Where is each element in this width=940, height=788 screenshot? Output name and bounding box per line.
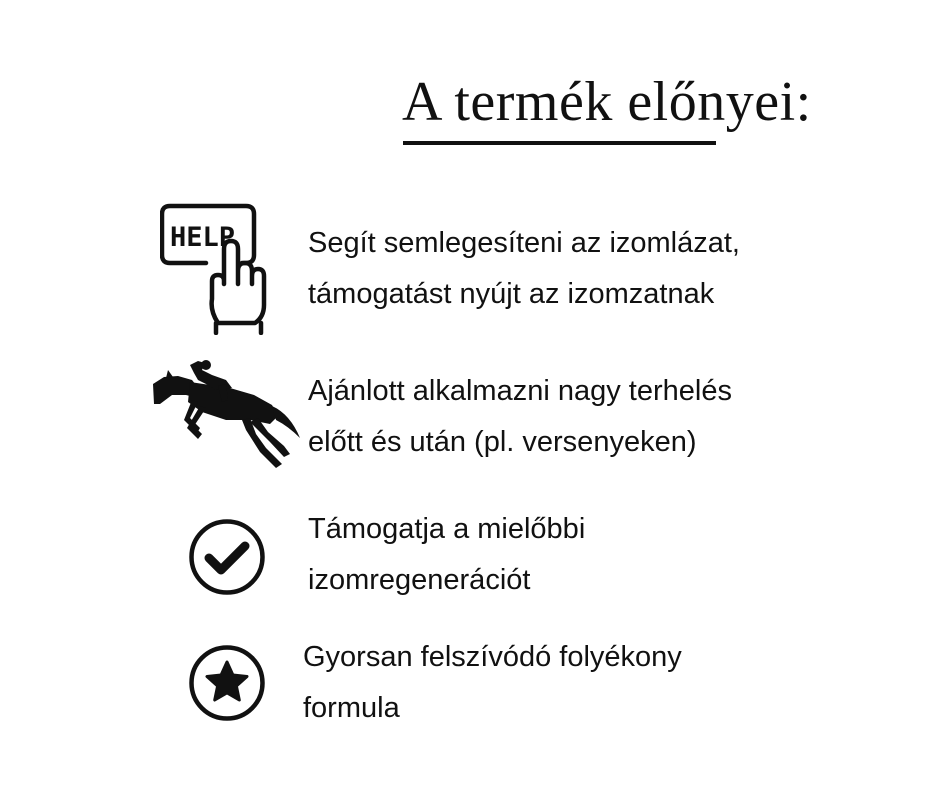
benefit-line: Ajánlott alkalmazni nagy terhelés xyxy=(308,375,732,407)
benefit-line: előtt és után (pl. versenyeken) xyxy=(308,426,697,458)
benefit-line: izomregenerációt xyxy=(308,564,531,596)
title-underline xyxy=(403,141,716,145)
benefit-line: támogatást nyújt az izomzatnak xyxy=(308,278,715,310)
check-circle-icon xyxy=(187,517,267,597)
benefit-text-3 xyxy=(308,504,585,606)
benefit-text-1 xyxy=(308,218,740,320)
help-label: HELP xyxy=(170,222,236,253)
benefit-text-2 xyxy=(308,366,732,468)
help-button-icon xyxy=(160,203,270,335)
benefit-line: formula xyxy=(303,692,400,724)
benefit-text-4 xyxy=(303,632,682,734)
star-circle-icon xyxy=(187,643,267,723)
page-title: A termék előnyei: xyxy=(402,71,812,133)
benefit-line: Támogatja a mielőbbi xyxy=(308,513,586,545)
horse-jumping-icon xyxy=(150,360,302,472)
benefit-line: Gyorsan felszívódó folyékony xyxy=(303,641,682,673)
benefit-line: Segít semlegesíteni az izomlázat, xyxy=(308,227,740,259)
